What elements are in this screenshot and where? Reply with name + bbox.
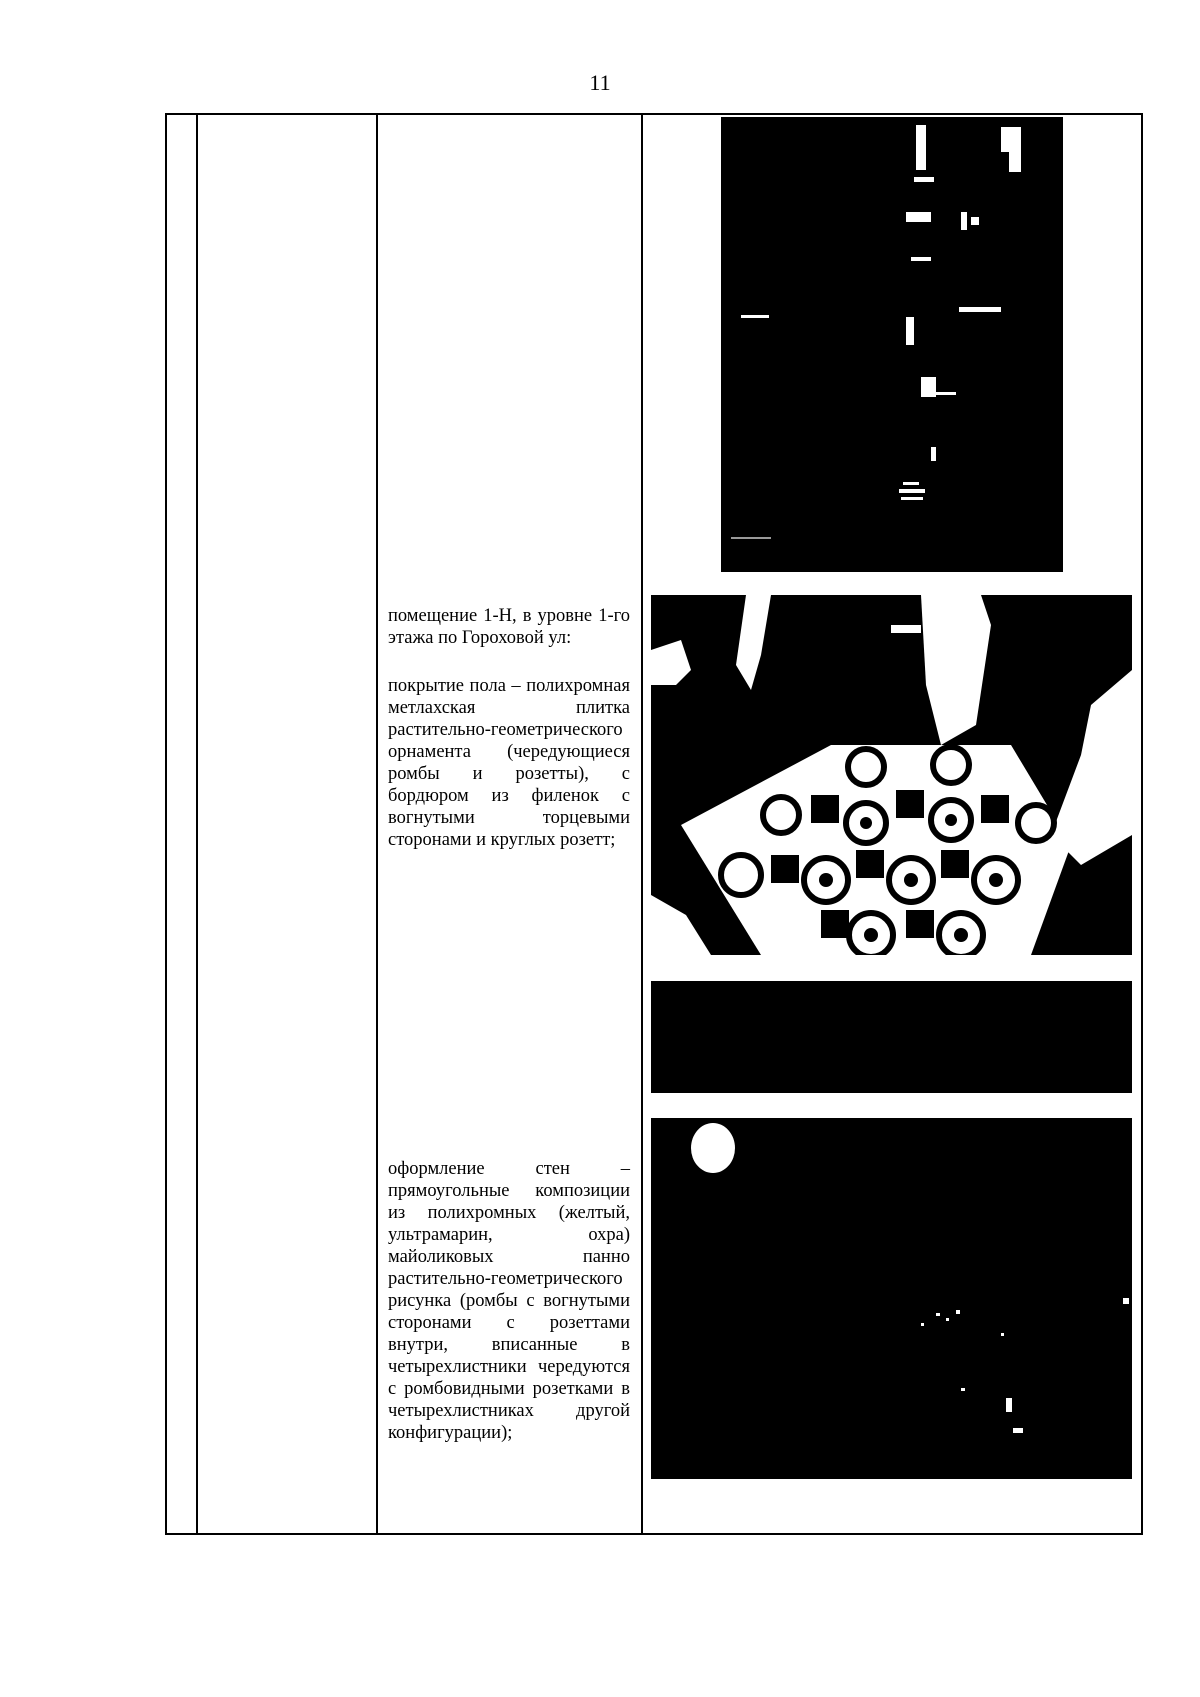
column-divider <box>196 115 198 1533</box>
document-table <box>165 113 1143 1535</box>
wall-description: оформление стен – прямоугольные композиции из полихромных (желтый, ультрамарин, охра) майоликовых панно растительно-геометрического рисунка (ромбы с вогнутыми сторонами с розеттами внутри, вписанные в четырехлистники чередуются с ромбовидными розетками в четырехлистниках другой конфигурации); <box>388 1159 630 1443</box>
floor-description: покрытие пола – полихромная метлахская плитка растительно-геометрического орнамента (чередующиеся ромбы и розетты), с бордюром из филенок с вогнутыми торцевыми сторонами и круглых розетт; <box>388 676 630 850</box>
floor-tile-photo <box>651 595 1132 955</box>
wall-panel-photo <box>651 1118 1132 1479</box>
page-number: 11 <box>589 70 611 95</box>
column-divider <box>641 115 643 1533</box>
dark-photo <box>651 981 1132 1093</box>
room-heading: помещение 1-Н, в уровне 1-го этажа по Гороховой ул: <box>388 606 630 648</box>
column-divider <box>376 115 378 1533</box>
interior-column-photo <box>721 117 1063 572</box>
